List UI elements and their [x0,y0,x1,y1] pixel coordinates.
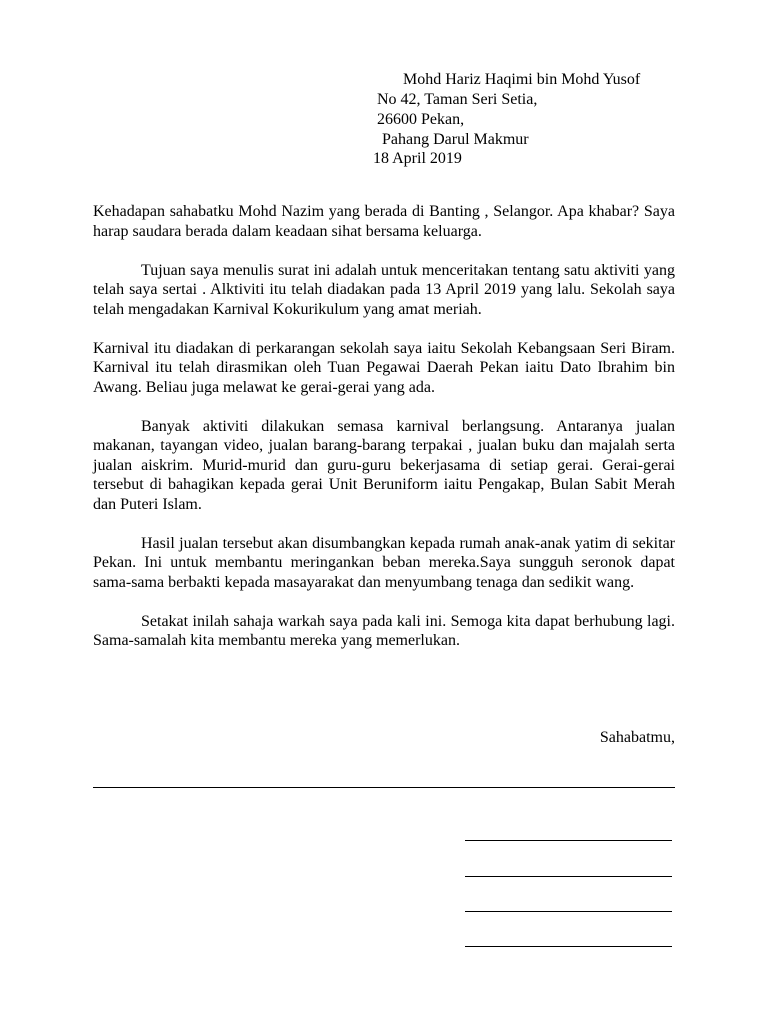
body-paragraph: Banyak aktiviti dilakukan semasa karnival berlangsung. Antaranya jualan makanan, tayangan video, jualan barang-barang terpakai , jualan buku dan majalah serta jualan aiskrim. Murid-murid dan guru-guru bekerjasama di setiap gerai. Gerai-gerai tersebut di bahagikan kepada gerai Unit Beruniform iaitu Pengakap, Bulan Sabit Merah dan Puteri Islam. [93,417,675,513]
sender-name: Mohd Hariz Haqimi bin Mohd Yusof [403,71,641,88]
body-paragraph: Karnival itu diadakan di perkarangan sekolah saya iaitu Sekolah Kebangsaan Seri Biram. Karnival itu telah dirasmikan oleh Tuan Pegawai Daerah Pekan iaitu Dato Ibrahim bin Awang. Beliau juga melawat ke gerai-gerai yang ada. [93,339,675,396]
signature-line [465,840,672,841]
body-paragraph: Setakat inilah sahaja warkah saya pada kali ini. Semoga kita dapat berhubung lagi. Sama-samalah kita membantu mereka yang memerlukan. [93,612,675,649]
horizontal-rule [93,787,675,788]
letter-date: 18 April 2019 [373,150,462,167]
signature-line [465,911,672,912]
sender-address-line2: 26600 Pekan, [377,111,465,128]
letter-body [93,202,675,670]
body-paragraph: Hasil jualan tersebut akan disumbangkan kepada rumah anak-anak yatim di sekitar Pekan. Ini untuk membantu meringankan beban mereka.Saya sungguh seronok dapat sama-sama berbakti kepada masayarakat dan menyumbang tenaga dan sedikit wang. [93,534,675,591]
body-paragraph: Tujuan saya menulis surat ini adalah untuk menceritakan tentang satu aktiviti yang telah saya sertai . Alktiviti itu telah diadakan pada 13 April 2019 yang lalu. Sekolah saya telah mengadakan Karnival Kokurikulum yang amat meriah. [93,261,675,318]
closing-salutation: Sahabatmu, [599,729,675,746]
sender-address-line3: Pahang Darul Makmur [382,131,529,148]
greeting-paragraph: Kehadapan sahabatku Mohd Nazim yang berada di Banting , Selangor. Apa khabar? Saya harap saudara berada dalam keadaan sihat bersama keluarga. [93,203,675,240]
signature-line [465,876,672,877]
sender-address-line1: No 42, Taman Seri Setia, [377,91,538,108]
signature-line [465,946,672,947]
